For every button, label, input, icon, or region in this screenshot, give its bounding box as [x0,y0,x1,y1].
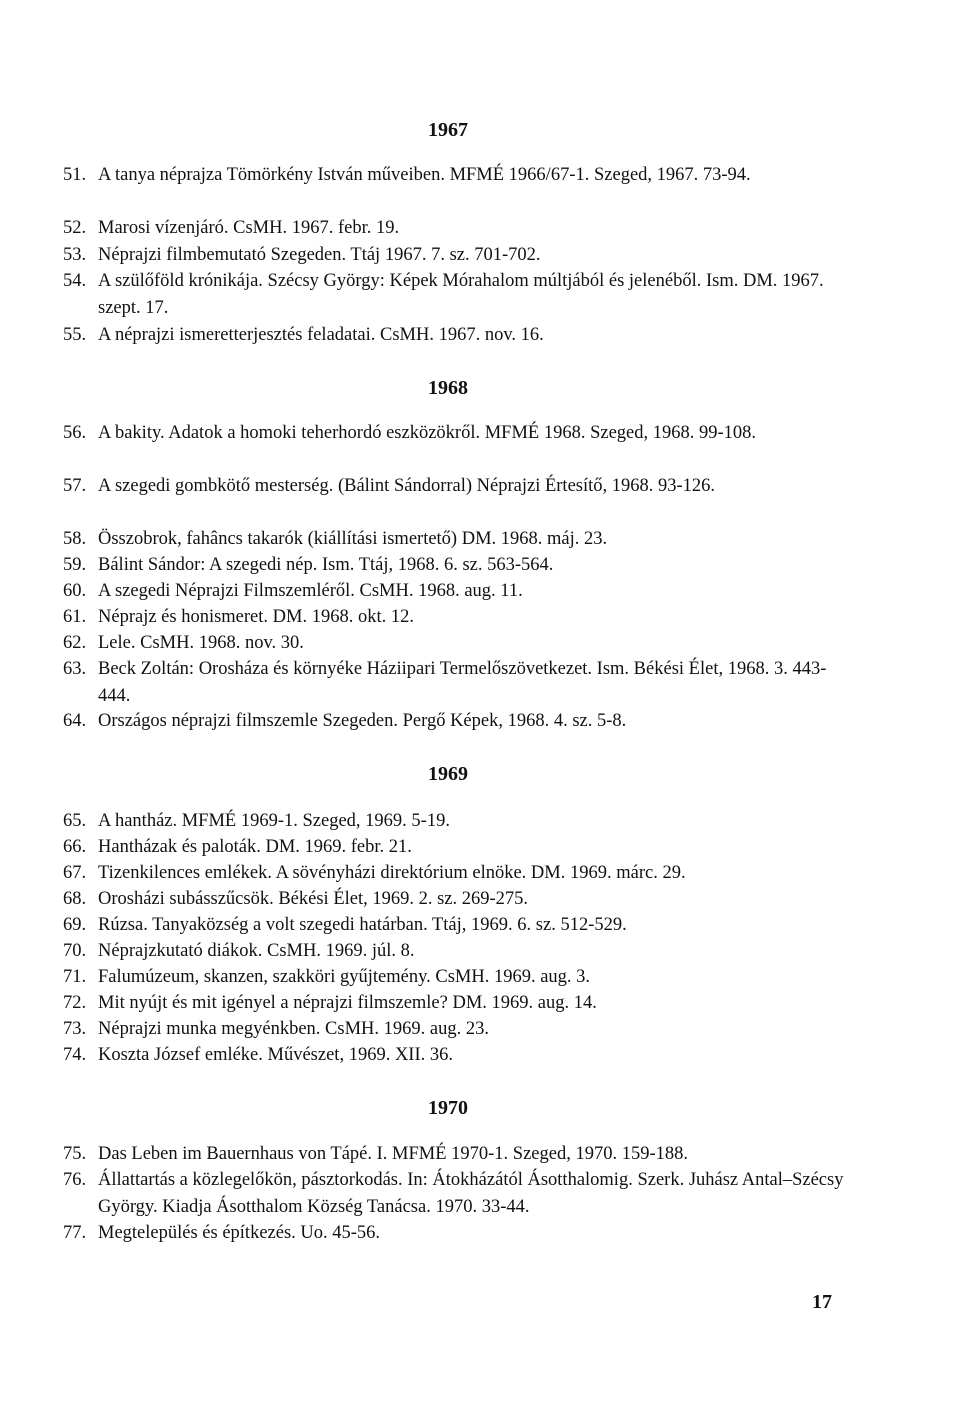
bibliography-entry [63,964,853,991]
page-number: 17 [812,1291,832,1313]
entry-text: A tanya néprajza Tömörkény István műveiben. MFMÉ 1966/67-1. Szeged, 1967. 73-94. [98,165,751,185]
entry-text: Állattartás a közlegelőkön, pásztorkodás. In: Átokházától Ásotthalomig. Szerk. Juhász Antal–Szécsy György. Kiadja Ásotthalom Község Tanácsa. 1970. 33-44. [98,1170,844,1217]
entry-text: Koszta József emléke. Művészet, 1969. XII. 36. [98,1045,453,1065]
entry-text: Néprajzi filmbemutató Szegeden. Ttáj 1967. 7. sz. 701-702. [98,245,541,265]
entry-text: Megtelepülés és építkezés. Uo. 45-56. [98,1223,381,1243]
entry-number: 76. [63,1170,87,1190]
entry-number: 67. [63,863,87,883]
bibliography-entry [63,322,853,349]
entry-number: 55. [63,325,87,345]
entry-text: Falumúzeum, skanzen, szakköri gyűjtemény. CsMH. 1969. aug. 3. [98,967,591,987]
bibliography-entry [63,242,853,269]
entry-text: Lele. CsMH. 1968. nov. 30. [98,633,304,653]
bibliography-entry [63,1167,853,1221]
bibliography-entry [63,552,853,579]
entry-text: Bálint Sándor: A szegedi nép. Ism. Ttáj, 1968. 6. sz. 563-564. [98,555,554,575]
bibliography-entry [63,1042,853,1069]
bibliography-entry [63,808,853,835]
entry-number: 70. [63,941,87,961]
entry-text: A bakity. Adatok a homoki teherhordó eszközökről. MFMÉ 1968. Szeged, 1968. 99-108. [98,423,757,443]
bibliography-entry [63,708,853,735]
bibliography-entry [63,420,853,447]
entry-number: 74. [63,1045,87,1065]
entry-number: 52. [63,218,87,238]
bibliography-entry [63,473,853,500]
bibliography-entry [63,268,853,322]
bibliography-entry [63,834,853,861]
bibliography-entry [63,1016,853,1043]
entry-number: 69. [63,915,87,935]
entry-number: 51. [63,165,87,185]
entry-text: Rúzsa. Tanyaközség a volt szegedi határban. Ttáj, 1969. 6. sz. 512-529. [98,915,627,935]
entry-text: Összobrok, fahâncs takarók (kiállítási ismertető) DM. 1968. máj. 23. [98,529,608,549]
bibliography-entry [63,630,853,657]
entry-number: 75. [63,1144,87,1164]
entry-text: A néprajzi ismeretterjesztés feladatai. CsMH. 1967. nov. 16. [98,325,544,345]
entry-number: 53. [63,245,87,265]
entry-number: 68. [63,889,87,909]
entry-number: 61. [63,607,87,627]
entry-text: Beck Zoltán: Orosháza és környéke Háziipari Termelőszövetkezet. Ism. Békési Élet, 1968. 3. 443-444. [98,659,827,706]
entry-text: Tizenkilences emlékek. A sövényházi direktórium elnöke. DM. 1969. márc. 29. [98,863,686,883]
entry-text: Orosházi subásszűcsök. Békési Élet, 1969. 2. sz. 269-275. [98,889,529,909]
bibliography-entry [63,1141,853,1168]
bibliography-entry [63,162,853,189]
entry-number: 56. [63,423,87,443]
entry-text: A szegedi gombkötő mesterség. (Bálint Sándorral) Néprajzi Értesítő, 1968. 93-126. [98,476,716,496]
entry-number: 62. [63,633,87,653]
entry-text: Néprajzi munka megyénkben. CsMH. 1969. aug. 23. [98,1019,489,1039]
entry-number: 64. [63,711,87,731]
bibliography-entry [63,912,853,939]
entry-text: A hantház. MFMÉ 1969-1. Szeged, 1969. 5-19. [98,811,450,831]
entry-number: 73. [63,1019,87,1039]
bibliography-entry [63,604,853,631]
bibliography-entry [63,656,853,710]
entry-text: A szülőföld krónikája. Szécsy György: Képek Mórahalom múltjából és jelenéből. Ism. DM. 1967. szept. 17. [98,271,824,318]
entry-text: Néprajzkutató diákok. CsMH. 1969. júl. 8. [98,941,415,961]
bibliography-entry [63,1220,853,1247]
bibliography-entry [63,578,853,605]
bibliography-entry [63,938,853,965]
bibliography-entry [63,990,853,1017]
entry-text: Mit nyújt és mit igényel a néprajzi filmszemle? DM. 1969. aug. 14. [98,993,597,1013]
bibliography-entry [63,886,853,913]
entry-number: 66. [63,837,87,857]
bibliography-entry [63,860,853,887]
entry-number: 58. [63,529,87,549]
bibliography-entry [63,526,853,553]
section-heading-1967: 1967 [428,119,468,141]
entry-text: Néprajz és honismeret. DM. 1968. okt. 12. [98,607,414,627]
entry-text: Országos néprajzi filmszemle Szegeden. Pergő Képek, 1968. 4. sz. 5-8. [98,711,627,731]
entry-number: 71. [63,967,87,987]
entry-number: 59. [63,555,87,575]
entry-number: 63. [63,659,87,679]
entry-text: Marosi vízenjáró. CsMH. 1967. febr. 19. [98,218,400,238]
entry-text: Hantházak és paloták. DM. 1969. febr. 21. [98,837,412,857]
bibliography-entry [63,215,853,242]
entry-number: 77. [63,1223,87,1243]
entry-text: Das Leben im Bauernhaus von Tápé. I. MFMÉ 1970-1. Szeged, 1970. 159-188. [98,1144,689,1164]
section-heading-1970: 1970 [428,1097,468,1119]
entry-number: 57. [63,476,87,496]
entry-number: 65. [63,811,87,831]
entry-number: 54. [63,271,87,291]
entry-number: 60. [63,581,87,601]
section-heading-1968: 1968 [428,377,468,399]
entry-number: 72. [63,993,87,1013]
section-heading-1969: 1969 [428,763,468,785]
entry-text: A szegedi Néprajzi Filmszemléről. CsMH. 1968. aug. 11. [98,581,523,601]
